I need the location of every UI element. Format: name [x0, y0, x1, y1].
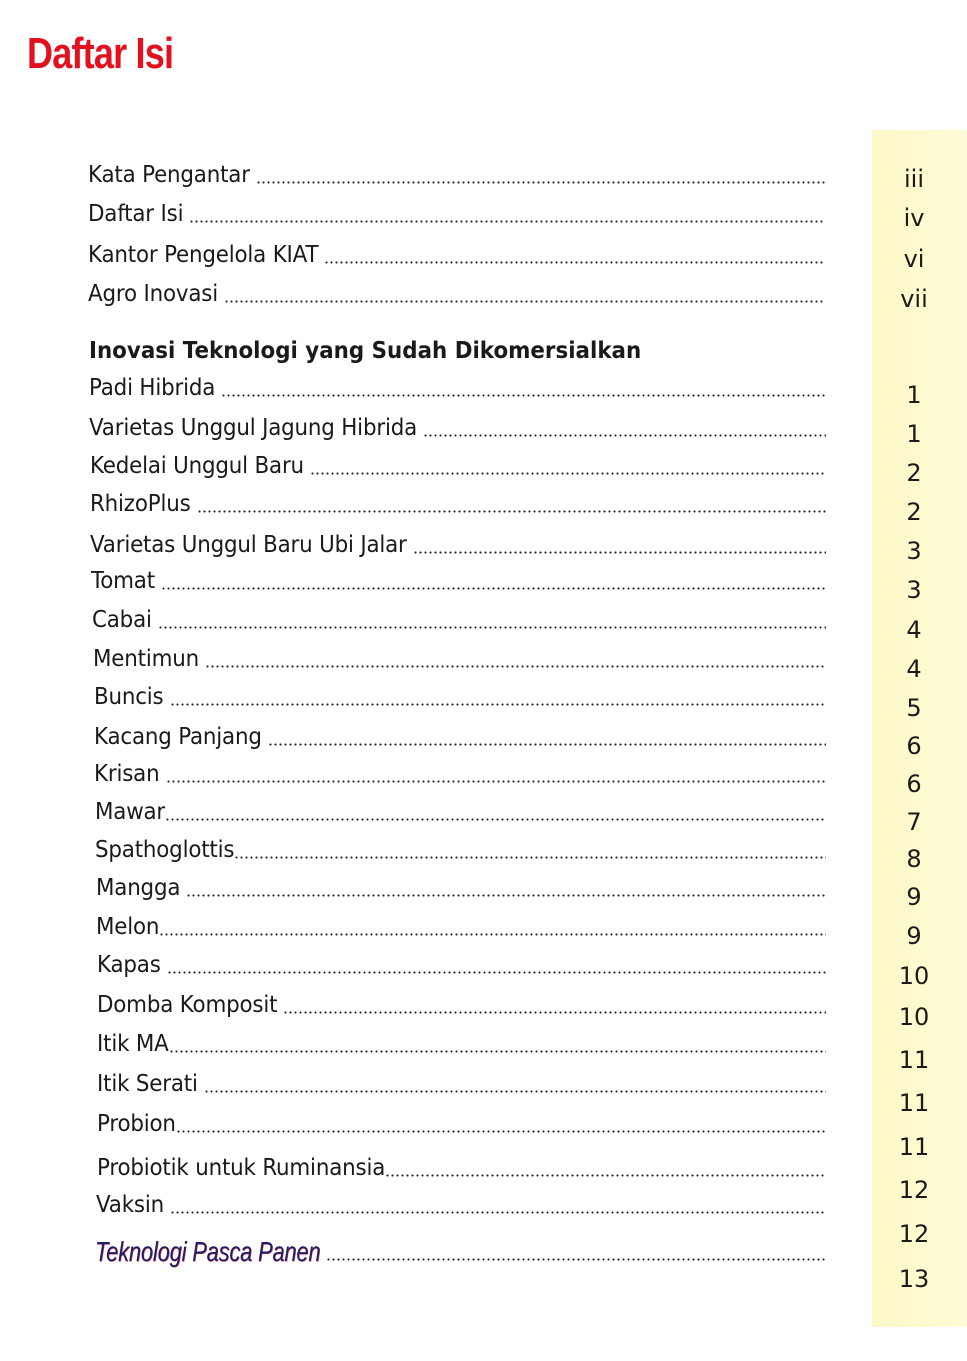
toc-entry[interactable] [97, 1029, 826, 1059]
toc-entry-label: Itik Serati [97, 1071, 198, 1097]
toc-page-number: 7 [906, 808, 922, 836]
toc-page-number: 1 [906, 420, 922, 448]
dot-leader [205, 644, 826, 674]
toc-page-number: 12 [898, 1176, 930, 1204]
toc-page-number: 1 [906, 381, 922, 409]
dot-leader [189, 199, 825, 229]
toc-page-number: 4 [906, 616, 922, 644]
dot-leader [256, 160, 825, 190]
toc-entry-label: Krisan [94, 761, 160, 787]
toc-entry[interactable] [94, 722, 826, 752]
toc-page-number: 4 [906, 655, 922, 683]
toc-entry[interactable] [97, 990, 826, 1020]
toc-entry-label: Itik MA [97, 1031, 169, 1057]
dot-leader [165, 797, 826, 827]
toc-page-number: 11 [898, 1089, 930, 1117]
toc-page-number: 2 [906, 498, 922, 526]
dot-leader [167, 950, 826, 980]
toc-page-number: 9 [906, 883, 922, 911]
dot-leader [413, 530, 826, 560]
toc-entry-label: Buncis [94, 684, 164, 710]
dot-leader [283, 990, 826, 1020]
toc-entry-label: Spathoglottis [95, 837, 235, 863]
dot-leader [385, 1153, 826, 1183]
dot-leader [221, 373, 826, 403]
toc-entry[interactable] [97, 1109, 826, 1139]
toc-entry-label: Varietas Unggul Baru Ubi Jalar [90, 532, 407, 558]
toc-entry[interactable] [97, 1153, 826, 1183]
toc-page-number: 11 [898, 1133, 930, 1161]
toc-entry[interactable] [89, 373, 826, 403]
toc-page-number: vii [900, 285, 928, 313]
toc-page-number: 10 [898, 962, 930, 990]
toc-entry-label: Melon [96, 914, 160, 940]
toc-page-number: 3 [906, 576, 922, 604]
toc-entry-label: Probiotik untuk Ruminansia [97, 1155, 386, 1181]
toc-entry-label: Padi Hibrida [89, 375, 216, 401]
toc-entry[interactable] [97, 950, 826, 980]
toc-entry-label: Probion [97, 1111, 176, 1137]
toc-page-number: iv [903, 204, 925, 232]
dot-leader [204, 1069, 826, 1099]
toc-page-number: 11 [898, 1046, 930, 1074]
toc-entry[interactable] [94, 682, 826, 712]
toc-page-number: 6 [906, 732, 922, 760]
dot-leader [234, 835, 826, 865]
toc-entry[interactable] [96, 912, 826, 942]
dot-leader [169, 1029, 826, 1059]
toc-page-number: 9 [906, 922, 922, 950]
toc-entry-label: Kacang Panjang [94, 724, 262, 750]
dot-leader [268, 722, 826, 752]
toc-entry[interactable] [95, 835, 826, 865]
toc-entry[interactable] [90, 451, 826, 481]
toc-entry-label: Kedelai Unggul Baru [90, 453, 304, 479]
toc-entry-label: Daftar Isi [88, 201, 184, 227]
toc-page-number: vi [903, 245, 925, 273]
toc-page-number: 8 [906, 845, 922, 873]
dot-leader [224, 279, 825, 309]
toc-page-number: 12 [898, 1220, 930, 1248]
toc-entry[interactable] [88, 160, 825, 190]
toc-page-number: 3 [906, 537, 922, 565]
toc-entry[interactable] [97, 1069, 826, 1099]
toc-entry[interactable] [90, 530, 826, 560]
toc-entry-label: Mentimun [93, 646, 199, 672]
toc-page-number: iii [903, 165, 924, 193]
toc-page-number: 13 [898, 1265, 930, 1293]
toc-entry-label: Tomat [91, 568, 155, 594]
toc-entry[interactable] [94, 759, 826, 789]
section-heading: Inovasi Teknologi yang Sudah Dikomersialkan [89, 338, 642, 364]
dot-leader [423, 413, 826, 443]
toc-entry-label: Kantor Pengelola KIAT [88, 242, 319, 268]
dot-leader [324, 240, 825, 270]
toc-entry-special[interactable] [95, 1237, 827, 1267]
toc-entry-label: Mangga [96, 875, 181, 901]
dot-leader [158, 605, 826, 635]
toc-entry-label: Cabai [92, 607, 152, 633]
toc-entry-label: Agro Inovasi [88, 281, 218, 307]
page-title: Daftar Isi [27, 29, 174, 78]
toc-entry[interactable] [93, 644, 826, 674]
dot-leader [159, 912, 826, 942]
toc-entry[interactable] [95, 797, 826, 827]
toc-entry[interactable] [88, 240, 825, 270]
toc-page-number: 10 [898, 1003, 930, 1031]
toc-entry-label: Mawar [95, 799, 166, 825]
dot-leader [166, 759, 827, 789]
dot-leader [161, 566, 826, 596]
toc-entry[interactable] [89, 413, 826, 443]
dot-leader [310, 451, 826, 481]
toc-entry[interactable] [90, 489, 826, 519]
toc-entry-label: Vaksin [96, 1192, 165, 1218]
toc-entry-label: Kata Pengantar [88, 162, 250, 188]
dot-leader [326, 1237, 827, 1267]
toc-entry-label: Kapas [97, 952, 161, 978]
dot-leader [197, 489, 826, 519]
toc-entry-label: RhizoPlus [90, 491, 191, 517]
toc-entry[interactable] [96, 1190, 826, 1220]
toc-entry[interactable] [96, 873, 826, 903]
dot-leader [176, 1109, 826, 1139]
toc-page-number: 6 [906, 770, 922, 798]
toc-entry[interactable] [88, 199, 825, 229]
toc-entry[interactable] [91, 566, 826, 596]
dot-leader [170, 1190, 826, 1220]
toc-page-number: 5 [906, 694, 922, 722]
toc-entry-label: Teknologi Pasca Panen [95, 1236, 321, 1267]
dot-leader [170, 682, 826, 712]
toc-entry-label: Varietas Unggul Jagung Hibrida [89, 415, 418, 441]
dot-leader [186, 873, 826, 903]
toc-entry-label: Domba Komposit [97, 992, 278, 1018]
toc-page-number: 2 [906, 459, 922, 487]
toc-entry[interactable] [92, 605, 826, 635]
toc-entry[interactable] [88, 279, 825, 309]
